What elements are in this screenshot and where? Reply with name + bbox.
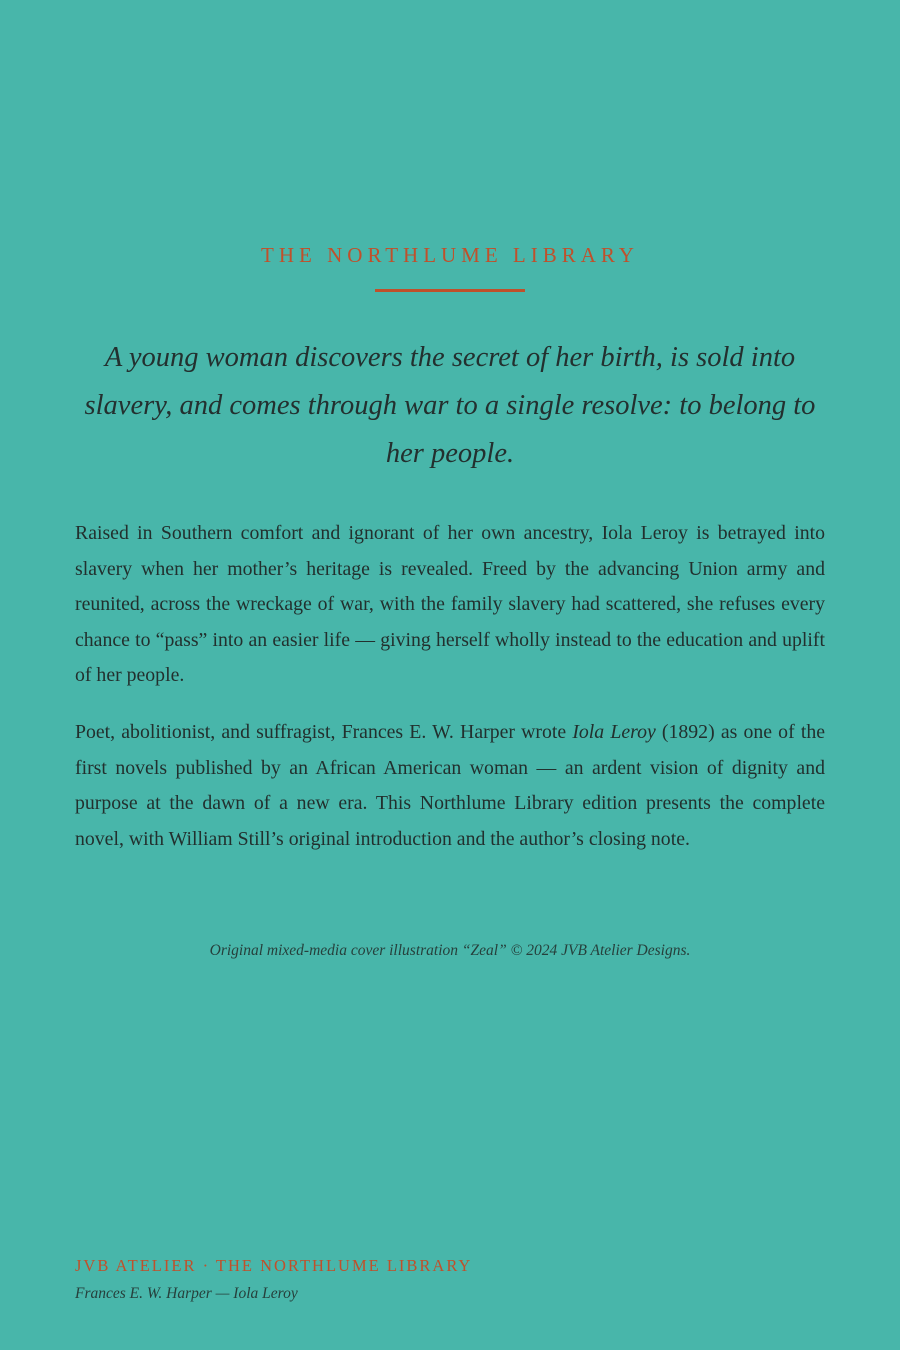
series-name: THE NORTHLUME LIBRARY	[261, 243, 639, 267]
footer-author-title: Frances E. W. Harper — Iola Leroy	[75, 1285, 298, 1302]
paragraph-2-rest: (1892) as one of the first novels published by an African American woman — an ardent vision of dignity and purpose at the dawn of a new era. This Northlume Library edition presents the complete novel, with William Still’s original introduction and the author’s closing note.	[75, 721, 825, 850]
book-title-italic: Iola Leroy	[572, 721, 656, 743]
description-paragraph-1: Raised in Southern comfort and ignorant of her own ancestry, Iola Leroy is betrayed into slavery when her mother’s heritage is revealed. Freed by the advancing Union army and reunited, across the wreckage of war, with the family slavery had scattered, she refuses every chance to “pass” into an easier life — giving herself wholly instead to the education and uplift of her people.	[75, 522, 825, 686]
tagline: A young woman discovers the secret of her birth, is sold into slavery, and comes through war to a single resolve: to belong to her people.	[84, 342, 816, 469]
description-paragraph-2	[75, 715, 825, 857]
header-divider	[375, 289, 525, 292]
footer-imprint: JVB ATELIER · THE NORTHLUME LIBRARY	[75, 1256, 473, 1275]
paragraph-2-intro: Poet, abolitionist, and suffragist, Frances E. W. Harper wrote	[75, 721, 573, 743]
illustration-credit: Original mixed-media cover illustration “Zeal” © 2024 JVB Atelier Designs.	[209, 942, 691, 959]
